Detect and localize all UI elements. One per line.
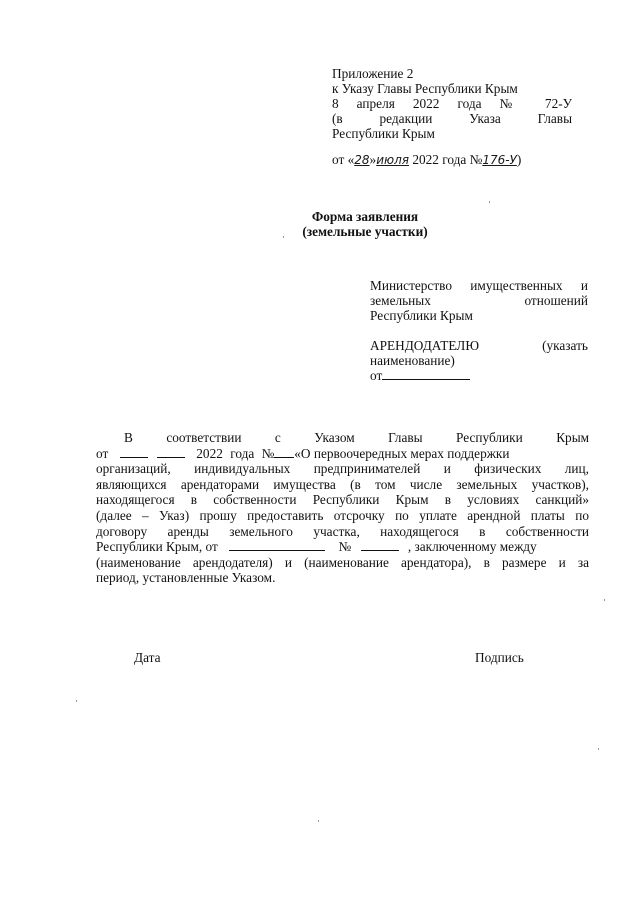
- scan-speck: [598, 748, 599, 750]
- lessor-line-1: [370, 338, 588, 353]
- body-paragraph: [96, 430, 589, 586]
- from-blank: [382, 379, 470, 380]
- contract-from: Республики Крым, от: [96, 539, 218, 555]
- body-word: Главы: [388, 430, 423, 445]
- amendment-quote: »: [369, 152, 377, 167]
- lessor-line-2: наименование): [370, 353, 455, 368]
- ministry-line-1: [370, 278, 588, 293]
- addressee-word: отношений: [524, 293, 588, 308]
- form-title-line-2: (земельные участки): [302, 224, 428, 239]
- addressee-word: и: [580, 278, 589, 293]
- contract-between: , заключенному между: [407, 539, 537, 555]
- body-line-1: [96, 430, 589, 446]
- appendix-line-1: Приложение 2: [332, 66, 414, 81]
- body-word: Крым: [556, 430, 590, 445]
- appendix-line-2: к Указу Главы Республики Крым: [332, 81, 518, 96]
- appendix-month: апреля: [356, 96, 395, 111]
- decree-title-start: «О первоочередных мерах поддержки: [294, 445, 510, 461]
- appendix-line-4: [332, 111, 572, 126]
- amendment-year: 2022 года №: [409, 152, 483, 167]
- contract-date-blank: [229, 550, 325, 551]
- body-word: В: [124, 430, 133, 445]
- body-line-4: являющихся арендаторами имущества (в том числе земельных участков),: [96, 476, 589, 492]
- from-label: от: [370, 368, 383, 383]
- scan-speck: [283, 236, 284, 238]
- appendix-number: 72-У: [544, 96, 573, 111]
- ministry-line-2: [370, 293, 588, 308]
- body-word: Республики: [456, 430, 523, 445]
- body-line-10: период, установленные Указом.: [96, 570, 276, 586]
- body-line-9: (наименование арендодателя) и (наименование арендатора), в размере и за: [96, 554, 589, 570]
- appendix-year: 2022: [412, 96, 440, 111]
- appendix-word: Главы: [537, 111, 573, 126]
- addressee-word: АРЕНДОДАТЕЛЮ: [370, 338, 479, 353]
- body-line-6: (далее – Указ) прошу предоставить отсрочку по уплате арендной платы по: [96, 507, 589, 523]
- decree-year: 2022: [196, 445, 223, 461]
- appendix-word: Указа: [469, 111, 501, 126]
- appendix-year-word: года: [457, 96, 482, 111]
- body-line-2: [96, 446, 589, 462]
- scan-speck: [76, 700, 77, 702]
- addressee-word: (указать: [542, 338, 588, 353]
- appendix-day: 8: [332, 96, 339, 111]
- body-line-5: находящегося в собственности Республики Крым в условиях санкций»: [96, 492, 589, 508]
- decree-number-sign: №: [261, 445, 275, 461]
- body-line-8: [96, 539, 589, 555]
- scan-speck: [318, 820, 319, 822]
- body-word: с: [274, 430, 281, 445]
- appendix-block: [332, 66, 572, 141]
- amendment-suffix: ): [516, 152, 522, 167]
- date-label: Дата: [134, 650, 161, 665]
- appendix-word: редакции: [379, 111, 433, 126]
- scan-speck: [489, 201, 490, 203]
- body-line-3: организаций, индивидуальных предпринимателей и физических лиц,: [96, 461, 589, 477]
- contract-number-blank: [361, 550, 399, 551]
- decree-month-blank: [157, 457, 185, 458]
- addressee-word: имущественных: [470, 278, 563, 293]
- body-word: Указом: [314, 430, 355, 445]
- appendix-word: (в: [332, 111, 343, 126]
- scan-speck: [604, 599, 605, 601]
- form-title-line-1: Форма заявления: [311, 209, 419, 224]
- handwritten-number: 176-У: [482, 153, 517, 167]
- decree-year-word: года: [230, 445, 255, 461]
- ministry-line-3: Республики Крым: [370, 308, 473, 323]
- addressee-block: [370, 278, 588, 383]
- form-title: [250, 209, 480, 239]
- addressee-word: Министерство: [370, 278, 452, 293]
- body-line-7: договору аренды земельного участка, находящегося в собственности: [96, 523, 589, 539]
- body-from: от: [96, 445, 109, 461]
- contract-number-sign: №: [338, 539, 352, 555]
- amendment-prefix: от «: [332, 152, 355, 167]
- decree-day-blank: [120, 457, 148, 458]
- body-word: соответствии: [166, 430, 242, 445]
- signature-label: Подпись: [475, 650, 524, 665]
- handwritten-day: 28: [354, 153, 370, 167]
- decree-number-blank: [274, 457, 294, 458]
- appendix-line-3: [332, 96, 572, 111]
- from-line: [370, 368, 588, 383]
- handwritten-month: июля: [376, 153, 409, 167]
- amendment-date-line: [332, 152, 521, 168]
- appendix-line-5: Республики Крым: [332, 126, 435, 141]
- addressee-word: земельных: [370, 293, 431, 308]
- appendix-number-sign: №: [499, 96, 527, 111]
